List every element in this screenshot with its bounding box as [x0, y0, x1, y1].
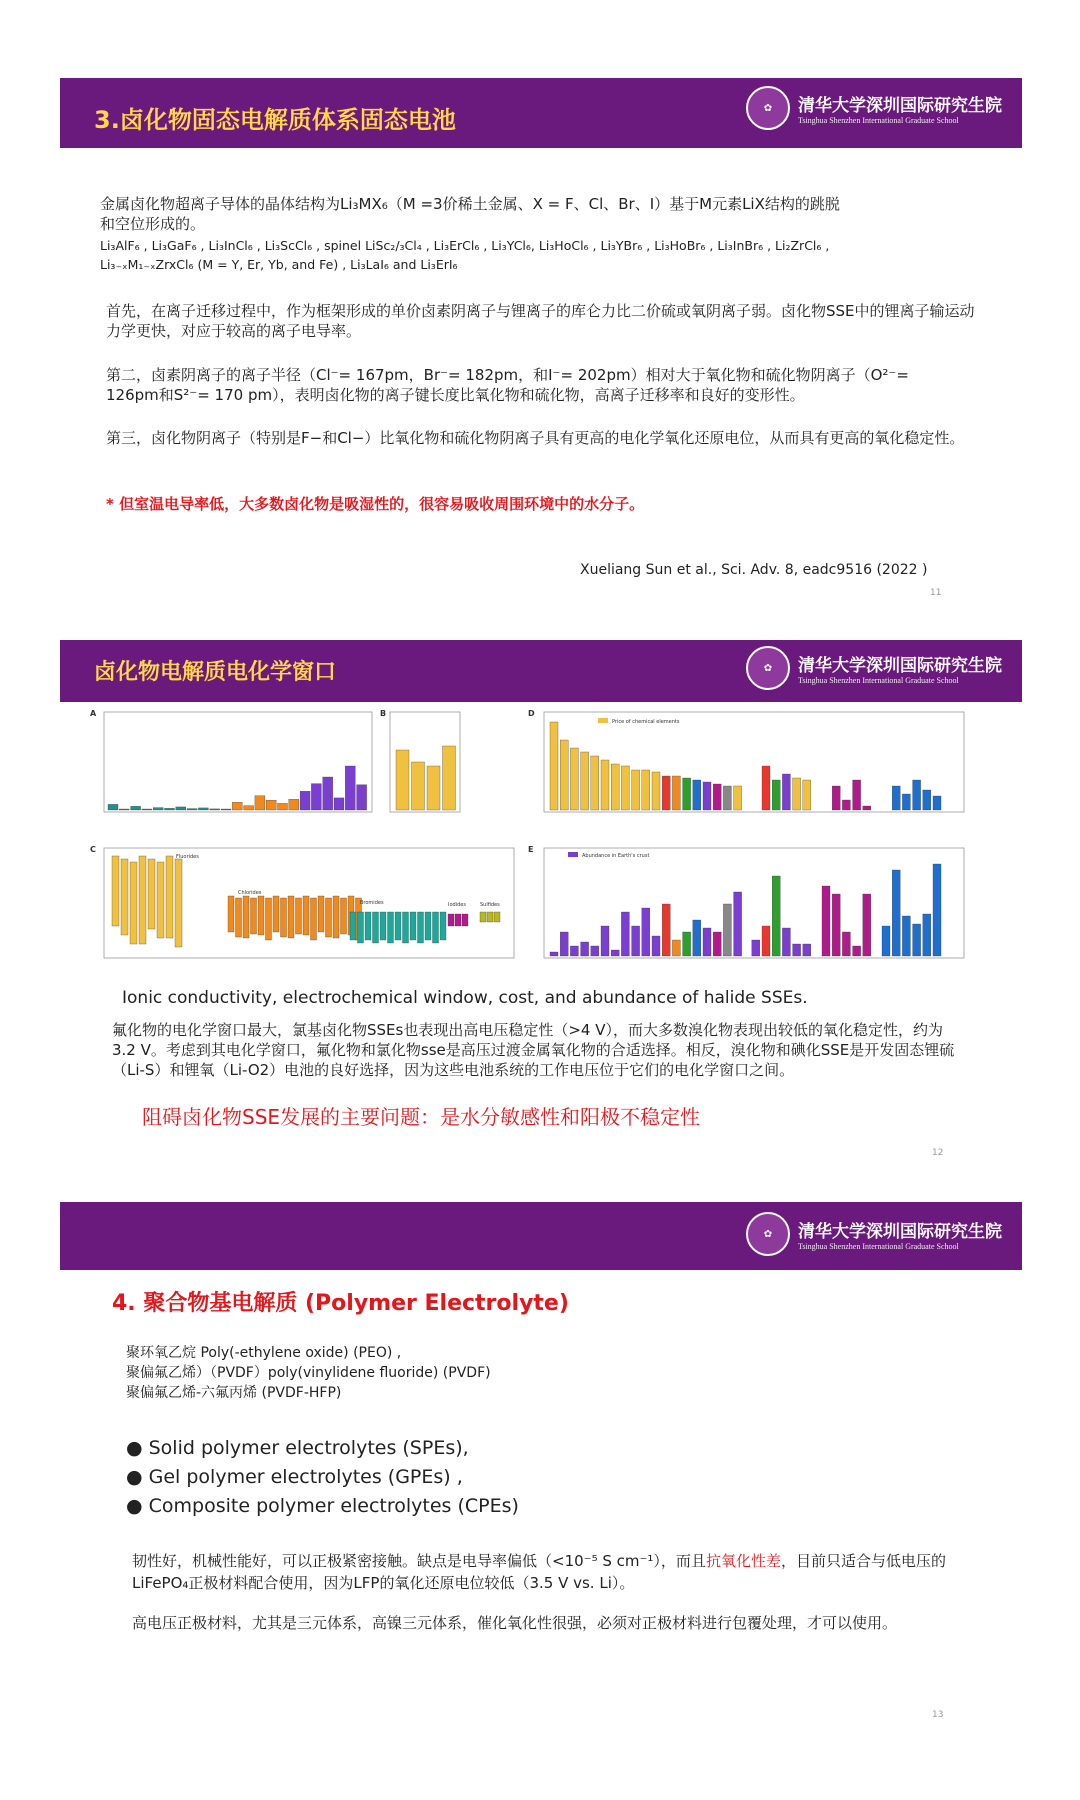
- bar-a-1: [119, 809, 129, 810]
- bar-c-iodide-0: [448, 914, 454, 926]
- slide-11-header: [60, 78, 1022, 148]
- bar-e-La: [723, 904, 731, 956]
- bar-c-iodide-1: [455, 914, 461, 926]
- bar-a-16: [289, 799, 299, 810]
- bar-c-bromide-0: [350, 912, 356, 940]
- bar-d-Cl: [832, 786, 840, 810]
- bar-e-Mo: [793, 944, 801, 956]
- bar-e-Pr: [632, 926, 640, 956]
- bar-e-Nb: [782, 928, 790, 956]
- bar-e-Dy: [601, 926, 609, 956]
- university-logo: ✿ 清华大学深圳国际研究生院 Tsinghua Shenzhen International Graduate School: [746, 1212, 1002, 1256]
- bar-d-Yb: [703, 782, 711, 810]
- slide-12-header: [60, 640, 1022, 702]
- legend-d: Price of chemical elements: [612, 719, 680, 725]
- bar-c-chloride-1: [236, 898, 242, 937]
- bullet-cpe: ● Composite polymer electrolytes (CPEs): [126, 1495, 519, 1517]
- point-first: 首先，在离子迁移过程中，作为框架形成的单价卤素阴离子与锂离子的库仑力比二价硫或氧阴离子弱。卤化物SSE中的锂离子输运动力学更快，对应于较高的离子电导率。: [106, 302, 975, 340]
- bar-a-3: [142, 809, 152, 810]
- bar-e-Cl: [832, 894, 840, 956]
- figure-caption: Ionic conductivity, electrochemical window, cost, and abundance of halide SSEs.: [122, 988, 808, 1008]
- bar-c-fluoride-1: [121, 859, 128, 935]
- bar-a-19: [323, 777, 333, 810]
- bar-e-Y: [662, 904, 670, 956]
- bar-e-Tm: [570, 946, 578, 956]
- bar-a-21: [345, 766, 355, 810]
- bar-c-sulfide-2: [494, 912, 500, 922]
- bar-a-5: [165, 808, 175, 810]
- bar-d-Fe: [933, 796, 941, 810]
- bar-c-bromide-2: [365, 912, 371, 940]
- bar-a-11: [232, 802, 242, 810]
- bar-e-In: [611, 950, 619, 956]
- bar-e-Ti: [772, 876, 780, 956]
- bar-d-Ni: [902, 794, 910, 810]
- bar-c-chloride-15: [341, 898, 347, 934]
- university-seal-icon: ✿: [746, 646, 790, 690]
- bar-d-Sm: [713, 784, 721, 810]
- bar-a-4: [153, 808, 163, 810]
- bar-d-Na: [892, 786, 900, 810]
- bar-d-Nb: [782, 774, 790, 810]
- university-seal-icon: ✿: [746, 1212, 790, 1256]
- bar-e-Sc: [560, 932, 568, 956]
- bar-d-Ho: [652, 772, 660, 810]
- bar-e-Fe: [933, 864, 941, 956]
- bar-c-chloride-10: [303, 896, 309, 935]
- bar-c-chloride-13: [326, 898, 332, 937]
- bar-e-Tb: [581, 942, 589, 956]
- bar-d-Ce: [734, 786, 742, 810]
- panel-d-label: D: [528, 709, 535, 718]
- bar-d-Co: [913, 780, 921, 810]
- formula-line-1: Li₃AlF₆ , Li₃GaF₆ , Li₃InCl₆ , Li₃ScCl₆ , spinel LiSc₂/₃Cl₄ , Li₃ErCl₆ , Li₃YCl₆, Li₃HoCl₆ , Li₃YBr₆ , Li₃HoBr₆ , Li₃InBr₆ , Li₂ZrCl₆ ,: [100, 238, 830, 253]
- bar-d-Er: [693, 780, 701, 810]
- bar-c-bromide-12: [440, 912, 446, 940]
- bar-e-F: [822, 886, 830, 956]
- point-second: 第二，卤素阴离子的离子半径（Cl⁻= 167pm，Br⁻= 182pm，和I⁻= 202pm）相对大于氧化物和硫化物阴离子（O²⁻= 126pm和S²⁻= 170 pm），表明卤化物的离子键长度比氧化物和硫化物，高离子迁移率和良好的变形性。: [106, 366, 909, 404]
- panel-c-label: C: [90, 845, 96, 854]
- bar-e-Br: [842, 932, 850, 956]
- bar-a-9: [210, 809, 220, 810]
- bar-d-Eu: [672, 776, 680, 810]
- oxidation-warning: 抗氧化性差: [705, 1552, 781, 1570]
- bar-c-bromide-6: [395, 912, 401, 940]
- panel-c: [90, 845, 514, 958]
- slide-13-header: [60, 1202, 1022, 1270]
- bar-e-Pm: [550, 952, 558, 956]
- svg-text:Bromides: Bromides: [360, 900, 384, 906]
- bar-d-Ga: [621, 766, 629, 810]
- bar-e-S: [863, 894, 871, 956]
- bar-e-Nd: [642, 908, 650, 956]
- bar-e-Co: [913, 924, 921, 956]
- bar-a-13: [255, 796, 265, 810]
- bar-e-Na: [892, 870, 900, 956]
- bar-c-chloride-6: [273, 896, 279, 932]
- bar-d-Y: [662, 776, 670, 810]
- panel-b: [380, 709, 460, 812]
- slide-11-title: 3.卤化物固态电解质体系固态电池: [94, 106, 456, 134]
- panel-a: [90, 709, 372, 812]
- svg-text:Chlorides: Chlorides: [238, 890, 262, 896]
- bar-c-iodide-2: [462, 914, 468, 926]
- bar-d-Mn: [923, 790, 931, 810]
- bar-c-fluoride-7: [175, 859, 182, 947]
- bar-e-Ce: [734, 892, 742, 956]
- bar-c-fluoride-4: [148, 859, 155, 929]
- bar-d-In: [611, 764, 619, 810]
- bar-e-Ho: [652, 936, 660, 956]
- bar-d-Sc: [560, 740, 568, 810]
- halide-charts-figure: [88, 706, 978, 984]
- bar-e-Zr: [762, 926, 770, 956]
- bar-e-Eu: [672, 940, 680, 956]
- svg-text:Fluorides: Fluorides: [176, 854, 199, 860]
- bar-d-Lu: [591, 756, 599, 810]
- bar-a-7: [187, 809, 197, 810]
- bar-a-18: [311, 784, 321, 810]
- bar-e-Mn: [923, 914, 931, 956]
- window-explanation: 氟化物的电化学窗口最大，氯基卤化物SSEs也表现出高电压稳定性（>4 V），而大多数溴化物表现出较低的氧化稳定性，约为3.2 V。考虑到其电化学窗口，氟化物和氯化物sse是高压过渡金属氧化物的合适选择。相反，溴化物和碘化SSE是开发固态锂硫（Li-S）和锂氧（Li-O2）电池的良好选择，因为这些电池系统的工作电压位于它们的电化学窗口之间。: [112, 1021, 955, 1079]
- bar-c-chloride-8: [288, 896, 294, 938]
- bar-e-Gd: [683, 932, 691, 956]
- bar-d-Zr: [762, 766, 770, 810]
- bar-c-fluoride-6: [166, 856, 173, 938]
- bar-e-Er: [693, 920, 701, 956]
- bar-d-I: [853, 780, 861, 810]
- bar-a-0: [108, 804, 118, 810]
- bullet-spe: ● Solid polymer electrolytes (SPEs),: [126, 1437, 469, 1459]
- bar-a-6: [176, 807, 186, 810]
- page-number: 12: [932, 1148, 944, 1158]
- panel-a-label: A: [90, 709, 97, 718]
- bar-a-10: [221, 809, 231, 810]
- bar-e-Lu: [591, 946, 599, 956]
- bar-c-fluoride-2: [130, 862, 137, 944]
- bar-c-sulfide-0: [480, 912, 486, 922]
- bar-e-Ni: [902, 916, 910, 956]
- bar-c-fluoride-3: [139, 856, 146, 944]
- bar-d-W: [803, 780, 811, 810]
- bar-b-2: [427, 766, 440, 810]
- bar-e-I: [853, 946, 861, 956]
- bar-c-bromide-5: [388, 912, 394, 943]
- svg-text:Iodides: Iodides: [448, 902, 466, 908]
- formula-line-2: Li₃₋ₓM₁₋ₓZrxCl₆ (M = Y, Er, Yb, and Fe) , Li₃LaI₆ and Li₃ErI₆: [100, 257, 458, 272]
- bullet-gpe: ● Gel polymer electrolytes (GPEs) ,: [126, 1466, 463, 1488]
- bar-a-22: [357, 785, 367, 810]
- polymer-pvdf: 聚偏氟乙烯）（PVDF）poly(vinylidene fluoride) (PVDF): [126, 1365, 491, 1381]
- bar-c-bromide-1: [358, 912, 364, 943]
- intro-line-2: 和空位形成的。: [100, 215, 206, 233]
- university-logo: ✿ 清华大学深圳国际研究生院 Tsinghua Shenzhen International Graduate School: [746, 86, 1002, 130]
- bar-c-chloride-12: [318, 896, 324, 932]
- bar-d-Br: [842, 800, 850, 810]
- bar-c-chloride-0: [228, 896, 234, 932]
- bar-c-chloride-11: [311, 898, 317, 940]
- slide-13-title: 4. 聚合物基电解质 (Polymer Electrolyte): [112, 1291, 569, 1316]
- bar-e-Sm: [713, 932, 721, 956]
- reference: Xueliang Sun et al., Sci. Adv. 8, eadc9516 (2022 ): [580, 562, 928, 578]
- university-seal-icon: ✿: [746, 86, 790, 130]
- bar-d-Dy: [601, 760, 609, 810]
- bar-c-fluoride-0: [112, 856, 119, 926]
- bar-c-bromide-4: [380, 912, 386, 940]
- bar-e-Yb: [703, 928, 711, 956]
- polymer-peo: 聚环氧乙烷 Poly(-ethylene oxide) (PEO) ,: [126, 1345, 402, 1361]
- bar-c-sulfide-1: [487, 912, 493, 922]
- bar-d-Pm: [550, 722, 558, 810]
- bar-c-chloride-5: [266, 898, 272, 940]
- bar-c-chloride-2: [243, 896, 249, 938]
- panel-e-label: E: [528, 845, 534, 854]
- bar-d-S: [863, 806, 871, 810]
- bar-c-bromide-8: [410, 912, 416, 940]
- bar-a-20: [334, 798, 344, 810]
- bar-a-15: [278, 803, 288, 810]
- bar-d-La: [723, 786, 731, 810]
- slide-13: [60, 1202, 1022, 1742]
- bar-e-W: [803, 944, 811, 956]
- bar-a-8: [198, 808, 208, 810]
- bar-c-chloride-14: [333, 896, 339, 938]
- bar-d-Gd: [683, 778, 691, 810]
- bar-d-Pr: [632, 770, 640, 810]
- bar-c-bromide-7: [403, 912, 409, 943]
- bar-c-chloride-9: [296, 898, 302, 934]
- bar-a-12: [244, 806, 254, 810]
- problem-statement: 阻碍卤化物SSE发展的主要问题：是水分敏感性和阳极不稳定性: [142, 1105, 701, 1129]
- bar-d-Nd: [642, 770, 650, 810]
- bar-a-14: [266, 800, 276, 810]
- slide-12-title: 卤化物电解质电化学窗口: [94, 660, 337, 685]
- bar-c-bromide-3: [373, 912, 379, 943]
- bar-e-Ga: [621, 912, 629, 956]
- bar-c-bromide-9: [418, 912, 424, 943]
- bar-b-0: [396, 750, 409, 810]
- bar-b-1: [412, 762, 425, 810]
- page-number: 13: [932, 1710, 944, 1720]
- bar-c-chloride-3: [251, 898, 257, 934]
- bar-e-Hf: [752, 940, 760, 956]
- svg-text:Sulfides: Sulfides: [480, 902, 500, 908]
- page-number: 11: [930, 588, 942, 598]
- bar-b-3: [443, 746, 456, 810]
- bar-c-bromide-10: [425, 912, 431, 940]
- bar-c-chloride-7: [281, 898, 287, 937]
- bar-d-Tm: [570, 748, 578, 810]
- slide-12: [60, 640, 1022, 1158]
- polymer-pvdf-hfp: 聚偏氟乙烯-六氟丙烯 (PVDF-HFP): [126, 1385, 342, 1401]
- panel-d: [528, 709, 964, 812]
- bar-d-Tb: [581, 752, 589, 810]
- bar-c-chloride-4: [258, 896, 264, 935]
- polymer-properties: 韧性好，机械性能好，可以正极紧密接触。缺点是电导率偏低（<10⁻⁵ S cm⁻¹），而且抗氧化性差，目前只适合与低电压的LiFePO₄正极材料配合使用，因为LFP的氧化还原电位较低（3.5 V vs. Li）。: [132, 1552, 946, 1592]
- point-third: 第三，卤化物阴离子（特别是F−和Cl−）比氧化物和硫化物阴离子具有更高的电化学氧化还原电位，从而具有更高的氧化稳定性。: [106, 429, 965, 447]
- bar-a-17: [300, 791, 310, 810]
- high-voltage-note: 高电压正极材料，尤其是三元体系，高镍三元体系，催化氧化性很强，必须对正极材料进行包覆处理，才可以使用。: [132, 1614, 898, 1632]
- panel-b-label: B: [380, 709, 387, 718]
- legend-e: Abundance in Earth's crust: [582, 853, 650, 859]
- bar-d-Ti: [772, 780, 780, 810]
- panel-e: [528, 845, 964, 958]
- warning-text: * 但室温电导率低，大多数卤化物是吸湿性的，很容易吸收周围环境中的水分子。: [106, 495, 645, 513]
- slide-11: [60, 78, 1022, 618]
- bar-c-fluoride-5: [157, 862, 164, 938]
- university-logo: ✿ 清华大学深圳国际研究生院 Tsinghua Shenzhen International Graduate School: [746, 646, 1002, 690]
- bar-e-Li: [882, 926, 890, 956]
- intro-line-1: 金属卤化物超离子导体的晶体结构为Li₃MX₆（M =3价稀土金属、X = F、Cl、Br、I）基于M元素LiX结构的跳脱: [100, 195, 840, 213]
- bar-c-bromide-11: [433, 912, 439, 943]
- bar-d-Mo: [793, 778, 801, 810]
- bar-a-2: [131, 806, 141, 810]
